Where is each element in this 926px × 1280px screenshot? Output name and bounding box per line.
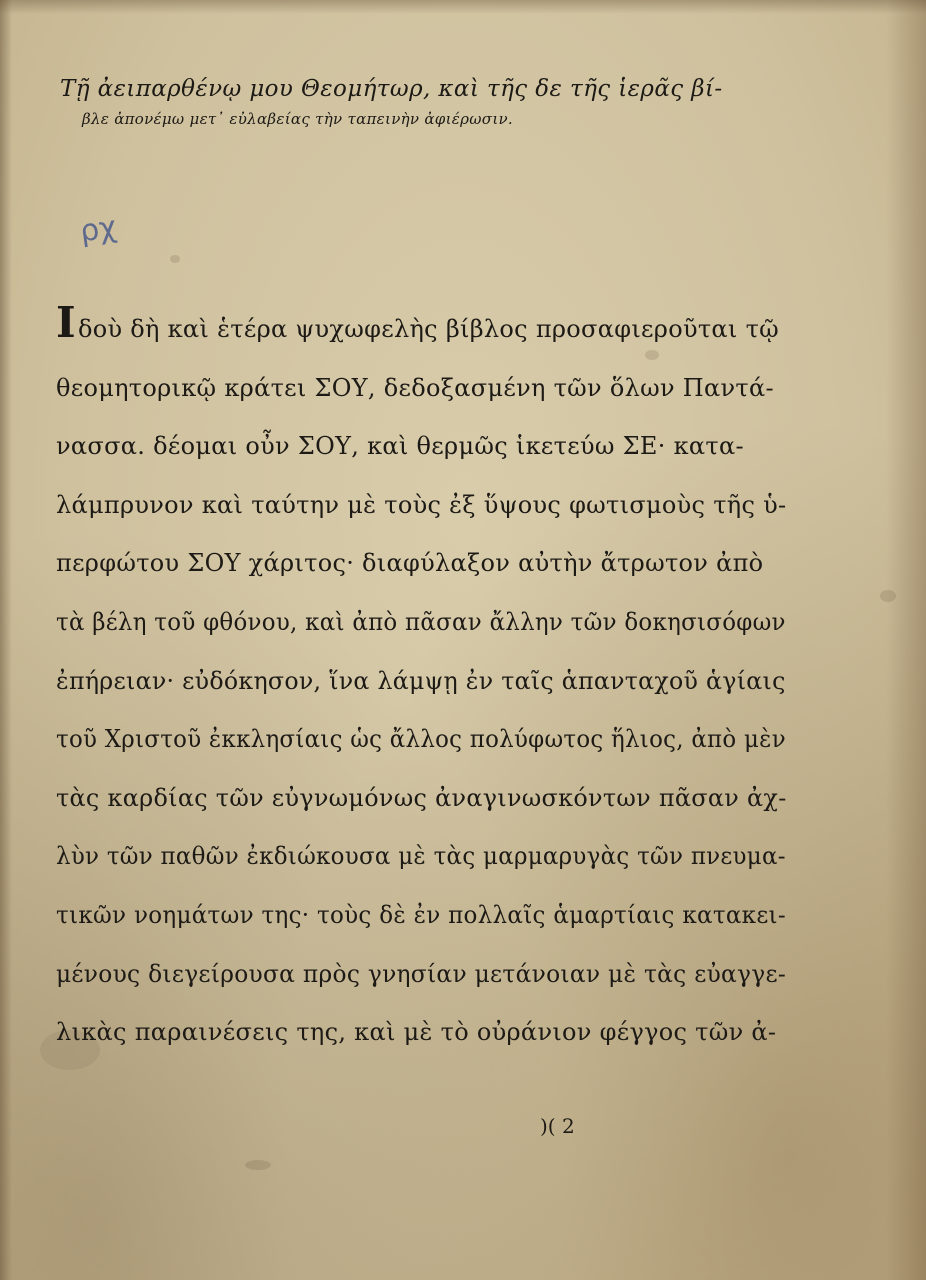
body-text xyxy=(56,300,786,1062)
text-line-content: δοὺ δὴ καὶ ἑτέρα ψυχωφελὴς βίβλος προσαφιεροῦται τῷ xyxy=(77,315,780,343)
signature-mark: )( 2 xyxy=(540,1114,575,1138)
text-line: θεομητορικῷ κράτει ΣΟΥ, δεδοξασμένη τῶν ὅλων Παντά- xyxy=(56,373,774,402)
page-edge-right xyxy=(886,0,926,1280)
text-line: τὰς καρδίας τῶν εὐγνωμόνως ἀναγινωσκόντων πᾶσαν ἀχ- xyxy=(56,783,787,812)
text-line: ἐπήρειαν· εὐδόκησον, ἵνα λάμψῃ ἐν ταῖς ἁπανταχοῦ ἁγίαις xyxy=(56,666,786,695)
text-line: τὰ βέλη τοῦ φθόνου, καὶ ἀπὸ πᾶσαν ἄλλην τῶν δοκησισόφων xyxy=(56,607,786,636)
dedication-line: βλε ἀπονέμω μετ᾿ εὐλαβείας τὴν ταπεινὴν ἀφιέρωσιν. xyxy=(82,110,514,128)
text-line: νασσα. δέομαι οὖν ΣΟΥ, καὶ θερμῶς ἱκετεύω ΣΕ· κατα- xyxy=(56,432,744,461)
text-line: λικὰς παραινέσεις της, καὶ μὲ τὸ οὐράνιον φέγγος τῶν ἀ- xyxy=(56,1018,777,1047)
text-line xyxy=(56,300,786,359)
page-edge-top xyxy=(0,0,926,14)
text-line: μένους διεγείρουσα πρὸς γνησίαν μετάνοιαν μὲ τὰς εὐαγγε- xyxy=(56,959,787,988)
text-line: τοῦ Χριστοῦ ἐκκλησίαις ὡς ἄλλος πολύφωτος ἥλιος, ἀπὸ μὲν xyxy=(56,725,786,754)
text-line: τικῶν νοημάτων της· τοὺς δὲ ἐν πολλαῖς ἁμαρτίαις κατακει- xyxy=(56,900,786,929)
text-line: λάμπρυνον καὶ ταύτην μὲ τοὺς ἐξ ὕψους φωτισμοὺς τῆς ὑ- xyxy=(56,490,787,519)
initial-letter: Ι xyxy=(56,298,76,347)
paper-stain xyxy=(880,590,896,602)
dedication xyxy=(60,72,780,132)
margin-pen-mark: ρχ xyxy=(77,209,119,250)
page-edge-left xyxy=(0,0,12,1280)
paper-stain xyxy=(245,1160,271,1170)
dedication-line: Τῇ ἀειπαρθένῳ μου Θεομήτωρ, καὶ τῆς δε τῆς ἱερᾶς βί- xyxy=(60,76,723,102)
paper-stain xyxy=(170,255,180,263)
text-line: λὺν τῶν παθῶν ἐκδιώκουσα μὲ τὰς μαρμαρυγὰς τῶν πνευμα- xyxy=(56,842,786,871)
text-line: περφώτου ΣΟΥ χάριτος· διαφύλαξον αὐτὴν ἄτρωτον ἀπὸ xyxy=(56,549,764,578)
